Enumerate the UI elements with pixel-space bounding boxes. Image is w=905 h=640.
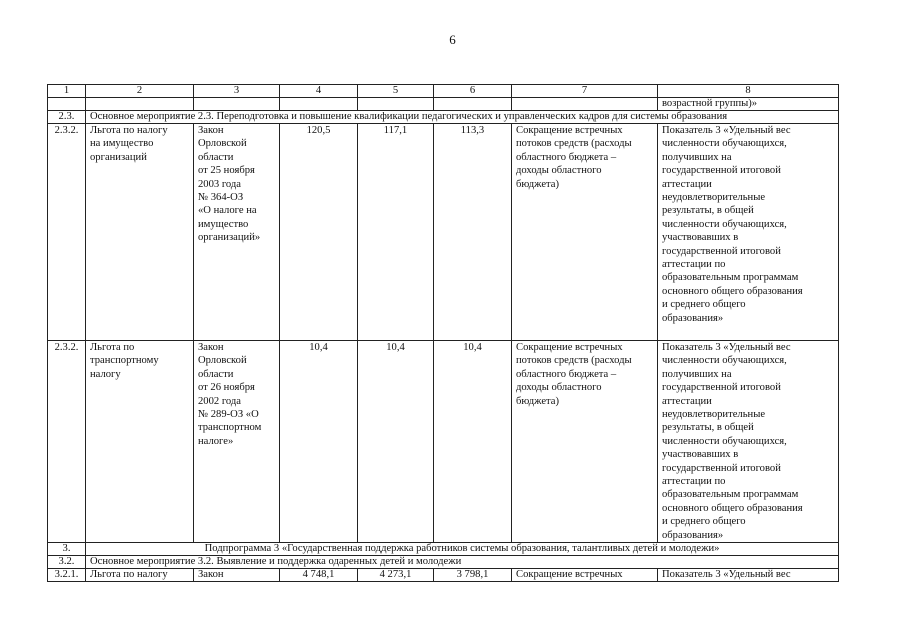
value-col4: 4 748,1	[280, 569, 358, 582]
section-title: Основное мероприятие 3.2. Выявление и поддержка одаренных детей и молодежи	[86, 556, 839, 569]
indicator-description: Показатель 3 «Удельный вес численности обучающихся, получивших на государственной итоговой аттестации неудовлетворительные результаты, в общей численности обучающихся, участвовавших в государственной итоговой аттестации по образовательным программам основного общего образования и среднего общего образования»	[658, 341, 839, 543]
value-col5: 4 273,1	[358, 569, 434, 582]
table-row	[48, 569, 839, 582]
subprogram-row	[48, 543, 839, 556]
cell	[358, 98, 434, 111]
cell	[48, 98, 86, 111]
column-header: 2	[86, 85, 194, 98]
column-header: 4	[280, 85, 358, 98]
column-header: 7	[512, 85, 658, 98]
page-number: 6	[449, 32, 456, 47]
continuation-text: возрастной группы)»	[658, 98, 839, 111]
tax-benefits-table	[47, 84, 839, 582]
value-col5: 10,4	[358, 341, 434, 543]
value-col6: 113,3	[434, 124, 512, 341]
column-header: 6	[434, 85, 512, 98]
effect-description: Сокращение встречных потоков средств (расходы областного бюджета – доходы областного бюджета)	[512, 341, 658, 543]
section-row	[48, 111, 839, 124]
row-number: 2.3.2.	[48, 341, 86, 543]
legal-basis: Закон	[194, 569, 280, 582]
indicator-description: Показатель 3 «Удельный вес численности обучающихся, получивших на государственной итоговой аттестации неудовлетворительные результаты, в общей численности обучающихся, участвовавших в государственной итоговой аттестации по образовательным программам основного общего образования и среднего общего образования»	[658, 124, 839, 341]
legal-basis: Закон Орловской области от 26 ноября 2002 года № 289-ОЗ «О транспортном налоге»	[194, 341, 280, 543]
value-col4: 120,5	[280, 124, 358, 341]
row-number: 2.3.2.	[48, 124, 86, 341]
column-header: 1	[48, 85, 86, 98]
section-number: 3.2.	[48, 556, 86, 569]
effect-description: Сокращение встречных	[512, 569, 658, 582]
section-number: 3.	[48, 543, 86, 556]
cell	[434, 98, 512, 111]
benefit-name: Льгота по налогу на имущество организаций	[86, 124, 194, 341]
column-header-row	[48, 85, 839, 98]
subprogram-title: Подпрограмма 3 «Государственная поддержка работников системы образования, талантливых детей и молодежи»	[86, 543, 839, 556]
column-header: 8	[658, 85, 839, 98]
section-title: Основное мероприятие 2.3. Переподготовка и повышение квалификации педагогических и управленческих кадров для системы образования	[86, 111, 839, 124]
effect-description: Сокращение встречных потоков средств (расходы областного бюджета – доходы областного бюджета)	[512, 124, 658, 341]
row-number: 3.2.1.	[48, 569, 86, 582]
value-col5: 117,1	[358, 124, 434, 341]
cell	[280, 98, 358, 111]
cell	[86, 98, 194, 111]
column-header: 5	[358, 85, 434, 98]
indicator-description: Показатель 3 «Удельный вес	[658, 569, 839, 582]
legal-basis: Закон Орловской области от 25 ноября 2003 года № 364-ОЗ «О налоге на имущество организаций»	[194, 124, 280, 341]
table-row	[48, 341, 839, 543]
section-number: 2.3.	[48, 111, 86, 124]
table-row	[48, 124, 839, 341]
section-row	[48, 556, 839, 569]
column-header: 3	[194, 85, 280, 98]
cell	[194, 98, 280, 111]
continuation-row	[48, 98, 839, 111]
value-col6: 3 798,1	[434, 569, 512, 582]
benefit-name: Льгота по транспортному налогу	[86, 341, 194, 543]
value-col4: 10,4	[280, 341, 358, 543]
value-col6: 10,4	[434, 341, 512, 543]
cell	[512, 98, 658, 111]
benefit-name: Льгота по налогу	[86, 569, 194, 582]
